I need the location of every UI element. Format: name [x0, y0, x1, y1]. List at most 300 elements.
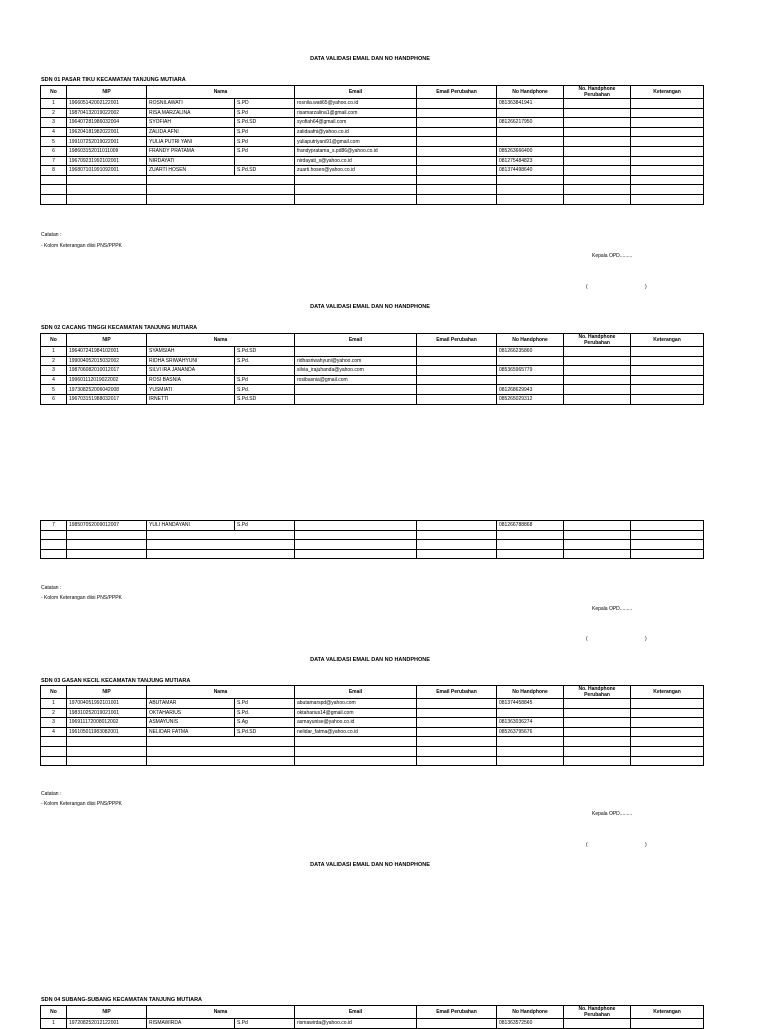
cell-gelar: S.Pd.SD	[235, 347, 295, 357]
paren-close: )	[645, 636, 647, 642]
cell-no-hp-perubahan[interactable]	[564, 394, 631, 404]
empty-cell	[67, 746, 147, 756]
table-row	[41, 375, 704, 385]
cell-no: 3	[41, 366, 67, 376]
cell-keterangan[interactable]	[631, 521, 704, 531]
empty-cell	[295, 746, 417, 756]
table-row	[41, 146, 704, 156]
table-row	[41, 127, 704, 137]
cell-no: 1	[41, 99, 67, 109]
empty-cell	[497, 175, 564, 185]
cell-email-perubahan[interactable]	[417, 366, 497, 376]
cell-no-hp: 081363036274	[497, 718, 564, 728]
empty-cell	[417, 746, 497, 756]
table-row	[41, 521, 704, 531]
data-table	[40, 333, 704, 405]
cell-no-hp-perubahan[interactable]	[564, 156, 631, 166]
cell-gelar: S.Pd.	[235, 385, 295, 395]
cell-no-hp-perubahan[interactable]	[564, 166, 631, 176]
cell-email-perubahan[interactable]	[417, 156, 497, 166]
col-nama-header: Nama	[147, 686, 295, 699]
cell-no-hp-perubahan[interactable]	[564, 127, 631, 137]
cell-keterangan[interactable]	[631, 99, 704, 109]
cell-no-hp: 081268629943	[497, 385, 564, 395]
col-no-hp-perubahan-line1: No. Handphone	[578, 86, 616, 92]
empty-cell	[497, 737, 564, 747]
cell-no: 1	[41, 1019, 67, 1029]
data-table	[40, 85, 704, 205]
col-no-hp-header: No Handphone	[497, 86, 564, 99]
cell-no-hp: 085263666400	[497, 146, 564, 156]
cell-no-hp-perubahan[interactable]	[564, 137, 631, 147]
school-name: SDN 04 SUBANG-SUBANG KECAMATAN TANJUNG MUTIARA	[41, 997, 203, 1003]
empty-cell	[41, 530, 67, 540]
table-row	[41, 1019, 704, 1029]
empty-cell	[564, 540, 631, 550]
cell-gelar: S.Pd.SD	[235, 166, 295, 176]
cell-no-hp	[497, 708, 564, 718]
empty-cell	[497, 530, 564, 540]
empty-cell	[631, 194, 704, 204]
cell-no-hp-perubahan[interactable]	[564, 347, 631, 357]
cell-email: rosibasnia@gmail.com	[295, 375, 417, 385]
cell-no-hp: 085263795676	[497, 727, 564, 737]
empty-cell	[497, 540, 564, 550]
cell-keterangan[interactable]	[631, 118, 704, 128]
cell-no: 7	[41, 521, 67, 531]
cell-gelar	[235, 156, 295, 166]
col-keterangan-header: Keterangan	[631, 686, 704, 699]
cell-no: 1	[41, 699, 67, 709]
cell-email: ridhasriwahyuni@yahoo.com	[295, 356, 417, 366]
empty-cell	[631, 756, 704, 766]
cell-nama: YULI HANDAYANI	[147, 521, 235, 531]
col-no-hp-perubahan-line2: Perubahan	[584, 340, 610, 346]
cell-no: 6	[41, 146, 67, 156]
col-no-header: No	[41, 86, 67, 99]
cell-no: 7	[41, 156, 67, 166]
cell-email-perubahan[interactable]	[417, 394, 497, 404]
table-header-row	[41, 1006, 704, 1019]
kepala-opd: Kepala OPD.........	[592, 253, 633, 259]
cell-email-perubahan[interactable]	[417, 137, 497, 147]
empty-cell	[147, 737, 295, 747]
col-nama-header: Nama	[147, 1006, 295, 1019]
cell-no-hp: 081275484823	[497, 156, 564, 166]
col-nip-header: NIP	[67, 86, 147, 99]
col-keterangan-header: Keterangan	[631, 1006, 704, 1019]
col-no-hp-perubahan-header	[564, 334, 631, 347]
empty-cell	[497, 194, 564, 204]
col-email-header: Email	[295, 334, 417, 347]
empty-row	[41, 194, 704, 204]
cell-keterangan[interactable]	[631, 708, 704, 718]
cell-no-hp-perubahan[interactable]	[564, 375, 631, 385]
empty-cell	[41, 549, 67, 559]
cell-email-perubahan[interactable]	[417, 347, 497, 357]
cell-email-perubahan[interactable]	[417, 99, 497, 109]
cell-no-hp-perubahan[interactable]	[564, 356, 631, 366]
cell-no-hp: 081266235860	[497, 347, 564, 357]
data-table	[40, 1005, 704, 1029]
col-no-hp-header: No Handphone	[497, 686, 564, 699]
empty-cell	[497, 185, 564, 195]
cell-email: nelidar_fatma@yahoo.co.id	[295, 727, 417, 737]
col-no-hp-perubahan-line1: No. Handphone	[578, 334, 616, 340]
cell-email: yuliaputriyani91@gmail.com	[295, 137, 417, 147]
cell-nip: 196204181982022001	[67, 127, 147, 137]
cell-email-perubahan[interactable]	[417, 521, 497, 531]
paren-open: (	[586, 636, 588, 642]
cell-email: silvia_irajuhanda@yahoo.com	[295, 366, 417, 376]
empty-cell	[564, 175, 631, 185]
cell-no-hp: 081374458845	[497, 699, 564, 709]
cell-no: 3	[41, 118, 67, 128]
cell-email: frandypratama_s.pd86@yahoo.co.id	[295, 146, 417, 156]
cell-email: oktaharius14@gmail.com	[295, 708, 417, 718]
col-no-hp-perubahan-header	[564, 1006, 631, 1019]
cell-no-hp-perubahan[interactable]	[564, 118, 631, 128]
empty-cell	[295, 540, 417, 550]
empty-cell	[67, 540, 147, 550]
cell-keterangan[interactable]	[631, 394, 704, 404]
empty-cell	[41, 540, 67, 550]
cell-nip: 196911172008012002	[67, 718, 147, 728]
cell-keterangan[interactable]	[631, 375, 704, 385]
note-label: Catatan :	[41, 232, 62, 238]
cell-no: 4	[41, 727, 67, 737]
empty-cell	[67, 530, 147, 540]
note-text: - Kolom Keterangan diisi PNS/PPPK	[41, 595, 122, 601]
cell-gelar: S.Pd	[235, 521, 295, 531]
school-name: SDN 01 PASAR TIKU KECAMATAN TANJUNG MUTIARA	[41, 77, 186, 83]
empty-cell	[631, 737, 704, 747]
table-row	[41, 156, 704, 166]
table-row	[41, 347, 704, 357]
col-no-header: No	[41, 334, 67, 347]
cell-email	[295, 347, 417, 357]
empty-cell	[41, 175, 67, 185]
cell-no-hp: 081363841941	[497, 99, 564, 109]
cell-keterangan[interactable]	[631, 366, 704, 376]
cell-nama: ABUTAMAR	[147, 699, 235, 709]
cell-email-perubahan[interactable]	[417, 385, 497, 395]
empty-cell	[147, 194, 295, 204]
empty-row	[41, 737, 704, 747]
empty-cell	[147, 756, 295, 766]
empty-cell	[417, 549, 497, 559]
table-row	[41, 394, 704, 404]
cell-keterangan[interactable]	[631, 356, 704, 366]
cell-no-hp	[497, 137, 564, 147]
cell-email-perubahan[interactable]	[417, 108, 497, 118]
cell-nip: 197308252006042008	[67, 385, 147, 395]
school-name: SDN 03 GASAN KECIL KECAMATAN TANJUNG MUTIARA	[41, 678, 191, 684]
cell-email: rismawirda@yahoo.co.id	[295, 1019, 417, 1029]
paren-open: (	[586, 842, 588, 848]
empty-cell	[631, 185, 704, 195]
cell-no-hp-perubahan[interactable]	[564, 521, 631, 531]
cell-nip: 198603152011011009	[67, 146, 147, 156]
cell-email-perubahan[interactable]	[417, 375, 497, 385]
cell-no-hp-perubahan[interactable]	[564, 718, 631, 728]
cell-email-perubahan[interactable]	[417, 127, 497, 137]
cell-nama: ZALIDA AFNI	[147, 127, 235, 137]
col-nip-header: NIP	[67, 1006, 147, 1019]
cell-nama: YULIA PUTRI YANI	[147, 137, 235, 147]
col-no-hp-perubahan-header	[564, 86, 631, 99]
cell-no-hp: 081266788868	[497, 521, 564, 531]
cell-no: 2	[41, 708, 67, 718]
empty-row	[41, 756, 704, 766]
cell-no-hp: 081374498640	[497, 166, 564, 176]
cell-nama: OKTAHARIUS	[147, 708, 235, 718]
cell-nip: 199004052015032002	[67, 356, 147, 366]
cell-email-perubahan[interactable]	[417, 146, 497, 156]
table-row	[41, 356, 704, 366]
empty-cell	[147, 746, 295, 756]
cell-nama: RISA MARZALINA	[147, 108, 235, 118]
col-email-perubahan-header: Email Perubahan	[417, 686, 497, 699]
cell-gelar: S.Pd	[235, 137, 295, 147]
empty-cell	[41, 737, 67, 747]
cell-keterangan[interactable]	[631, 347, 704, 357]
empty-cell	[417, 185, 497, 195]
cell-email-perubahan[interactable]	[417, 166, 497, 176]
cell-keterangan[interactable]	[631, 137, 704, 147]
cell-no: 8	[41, 166, 67, 176]
col-email-header: Email	[295, 86, 417, 99]
cell-gelar: S.PD	[235, 99, 295, 109]
empty-cell	[67, 737, 147, 747]
cell-gelar: S.Pd.SD	[235, 394, 295, 404]
table-row	[41, 727, 704, 737]
col-no-hp-perubahan-line1: No. Handphone	[578, 686, 616, 692]
cell-no-hp	[497, 127, 564, 137]
doc-title: DATA VALIDASI EMAIL DAN NO HANDPHONE	[310, 657, 430, 663]
kepala-opd: Kepala OPD.........	[592, 811, 633, 817]
cell-nama: ROSNILAWATI	[147, 99, 235, 109]
empty-cell	[41, 185, 67, 195]
cell-keterangan[interactable]	[631, 727, 704, 737]
empty-cell	[295, 185, 417, 195]
empty-cell	[295, 530, 417, 540]
col-no-hp-perubahan-line2: Perubahan	[584, 1012, 610, 1018]
table-row	[41, 137, 704, 147]
cell-no-hp-perubahan[interactable]	[564, 699, 631, 709]
cell-no-hp	[497, 356, 564, 366]
table-header-row	[41, 686, 704, 699]
empty-cell	[295, 194, 417, 204]
empty-cell	[41, 756, 67, 766]
cell-nama: ASMAYUNIS	[147, 718, 235, 728]
col-email-perubahan-header: Email Perubahan	[417, 86, 497, 99]
cell-no-hp: 081266217950	[497, 118, 564, 128]
cell-no: 2	[41, 108, 67, 118]
cell-email-perubahan[interactable]	[417, 699, 497, 709]
empty-cell	[417, 530, 497, 540]
cell-email-perubahan[interactable]	[417, 356, 497, 366]
cell-nip: 196709231992102001	[67, 156, 147, 166]
col-no-hp-perubahan-line2: Perubahan	[584, 692, 610, 698]
empty-cell	[147, 185, 295, 195]
cell-nip: 198310252019021001	[67, 708, 147, 718]
cell-nip: 198706082010012017	[67, 366, 147, 376]
cell-no: 6	[41, 394, 67, 404]
empty-cell	[41, 194, 67, 204]
cell-keterangan[interactable]	[631, 146, 704, 156]
col-email-perubahan-header: Email Perubahan	[417, 1006, 497, 1019]
cell-no-hp: 081363572560	[497, 1019, 564, 1029]
empty-cell	[417, 540, 497, 550]
table-header-row	[41, 86, 704, 99]
col-keterangan-header: Keterangan	[631, 86, 704, 99]
cell-no-hp	[497, 108, 564, 118]
empty-cell	[564, 756, 631, 766]
table-row	[41, 166, 704, 176]
col-nip-header: NIP	[67, 334, 147, 347]
cell-no-hp-perubahan[interactable]	[564, 99, 631, 109]
cell-email-perubahan[interactable]	[417, 118, 497, 128]
cell-nip: 196605142002122001	[67, 99, 147, 109]
table-header-row	[41, 334, 704, 347]
cell-nip: 199107252019022001	[67, 137, 147, 147]
cell-nama: RISMAWIRDA	[147, 1019, 235, 1029]
cell-gelar: S.Pd.	[235, 356, 295, 366]
cell-keterangan[interactable]	[631, 699, 704, 709]
cell-no-hp-perubahan[interactable]	[564, 366, 631, 376]
empty-row	[41, 175, 704, 185]
empty-cell	[564, 746, 631, 756]
empty-cell	[147, 549, 295, 559]
cell-no: 5	[41, 385, 67, 395]
cell-nip: 196407281986032004	[67, 118, 147, 128]
col-no-hp-perubahan-line2: Perubahan	[584, 92, 610, 98]
empty-cell	[564, 185, 631, 195]
cell-keterangan[interactable]	[631, 718, 704, 728]
note-label: Catatan :	[41, 791, 62, 797]
cell-email: nirdayati_s@yahoo.co.id	[295, 156, 417, 166]
cell-email-perubahan[interactable]	[417, 718, 497, 728]
col-email-header: Email	[295, 686, 417, 699]
cell-keterangan[interactable]	[631, 156, 704, 166]
kepala-opd: Kepala OPD.........	[592, 606, 633, 612]
cell-no-hp-perubahan[interactable]	[564, 727, 631, 737]
cell-email-perubahan[interactable]	[417, 727, 497, 737]
cell-gelar: S.Pd.SD	[235, 118, 295, 128]
cell-email: rosnila.wati65@yahoo.co.id	[295, 99, 417, 109]
empty-cell	[295, 175, 417, 185]
cell-email: risamarzalina1@gmail.com	[295, 108, 417, 118]
cell-nip: 196407241984102001	[67, 347, 147, 357]
cell-no: 4	[41, 375, 67, 385]
paren-open: (	[586, 284, 588, 290]
cell-nama: ZUARTI HOSEN	[147, 166, 235, 176]
cell-keterangan[interactable]	[631, 166, 704, 176]
cell-no: 2	[41, 356, 67, 366]
doc-title: DATA VALIDASI EMAIL DAN NO HANDPHONE	[310, 304, 430, 310]
cell-email-perubahan[interactable]	[417, 1019, 497, 1029]
cell-no-hp-perubahan[interactable]	[564, 108, 631, 118]
cell-no-hp-perubahan[interactable]	[564, 385, 631, 395]
empty-cell	[67, 756, 147, 766]
cell-no-hp-perubahan[interactable]	[564, 146, 631, 156]
cell-no-hp	[497, 375, 564, 385]
col-no-hp-perubahan-header	[564, 686, 631, 699]
empty-cell	[631, 549, 704, 559]
empty-row	[41, 549, 704, 559]
cell-gelar	[235, 366, 295, 376]
cell-nip: 196105011983082001	[67, 727, 147, 737]
cell-nip: 197004051992101001	[67, 699, 147, 709]
cell-gelar: S.Pd	[235, 375, 295, 385]
cell-gelar: S.Pd	[235, 1019, 295, 1029]
empty-row	[41, 540, 704, 550]
cell-no-hp: 085365965779	[497, 366, 564, 376]
empty-cell	[417, 756, 497, 766]
empty-cell	[497, 549, 564, 559]
col-no-hp-header: No Handphone	[497, 1006, 564, 1019]
cell-no-hp-perubahan[interactable]	[564, 708, 631, 718]
empty-cell	[564, 737, 631, 747]
cell-nip: 198704132019022002	[67, 108, 147, 118]
cell-nip: 199601112019022002	[67, 375, 147, 385]
table-row	[41, 99, 704, 109]
paren-close: )	[645, 842, 647, 848]
table-row	[41, 385, 704, 395]
school-name: SDN 02 CACANG TINGGI KECAMATAN TANJUNG MUTIARA	[41, 325, 198, 331]
cell-email: zalidaafni@yahoo.co.id	[295, 127, 417, 137]
cell-email: syofiah64@gmail.com	[295, 118, 417, 128]
note-text: - Kolom Keterangan diisi PNS/PPPK	[41, 801, 122, 807]
cell-keterangan[interactable]	[631, 1019, 704, 1029]
cell-nip: 196703151988032017	[67, 394, 147, 404]
cell-nip: 196807101991092001	[67, 166, 147, 176]
empty-cell	[631, 530, 704, 540]
note-label: Catatan :	[41, 585, 62, 591]
col-email-perubahan-header: Email Perubahan	[417, 334, 497, 347]
cell-nip: 197208252012122001	[67, 1019, 147, 1029]
empty-cell	[41, 746, 67, 756]
empty-cell	[417, 737, 497, 747]
col-no-hp-perubahan-line1: No. Handphone	[578, 1006, 616, 1012]
cell-nama: RIDHA SRIWAHYUNI	[147, 356, 235, 366]
cell-email: zuarti.hosen@yahoo.co.id	[295, 166, 417, 176]
cell-keterangan[interactable]	[631, 385, 704, 395]
empty-row	[41, 746, 704, 756]
empty-cell	[147, 540, 295, 550]
table-row	[41, 366, 704, 376]
cell-nama: ROSI BASNIA	[147, 375, 235, 385]
cell-gelar: S.Pd.SD	[235, 727, 295, 737]
table-row	[41, 718, 704, 728]
cell-keterangan[interactable]	[631, 108, 704, 118]
cell-no: 3	[41, 718, 67, 728]
cell-no: 1	[41, 347, 67, 357]
cell-no-hp-perubahan[interactable]	[564, 1019, 631, 1029]
data-table	[40, 685, 704, 766]
doc-title: DATA VALIDASI EMAIL DAN NO HANDPHONE	[310, 56, 430, 62]
cell-gelar: S.Ag	[235, 718, 295, 728]
empty-cell	[295, 549, 417, 559]
table-row	[41, 108, 704, 118]
cell-keterangan[interactable]	[631, 127, 704, 137]
cell-email-perubahan[interactable]	[417, 708, 497, 718]
cell-email: asmayunise@yahoo.co.id	[295, 718, 417, 728]
empty-cell	[147, 530, 295, 540]
table-row	[41, 699, 704, 709]
table-row	[41, 708, 704, 718]
